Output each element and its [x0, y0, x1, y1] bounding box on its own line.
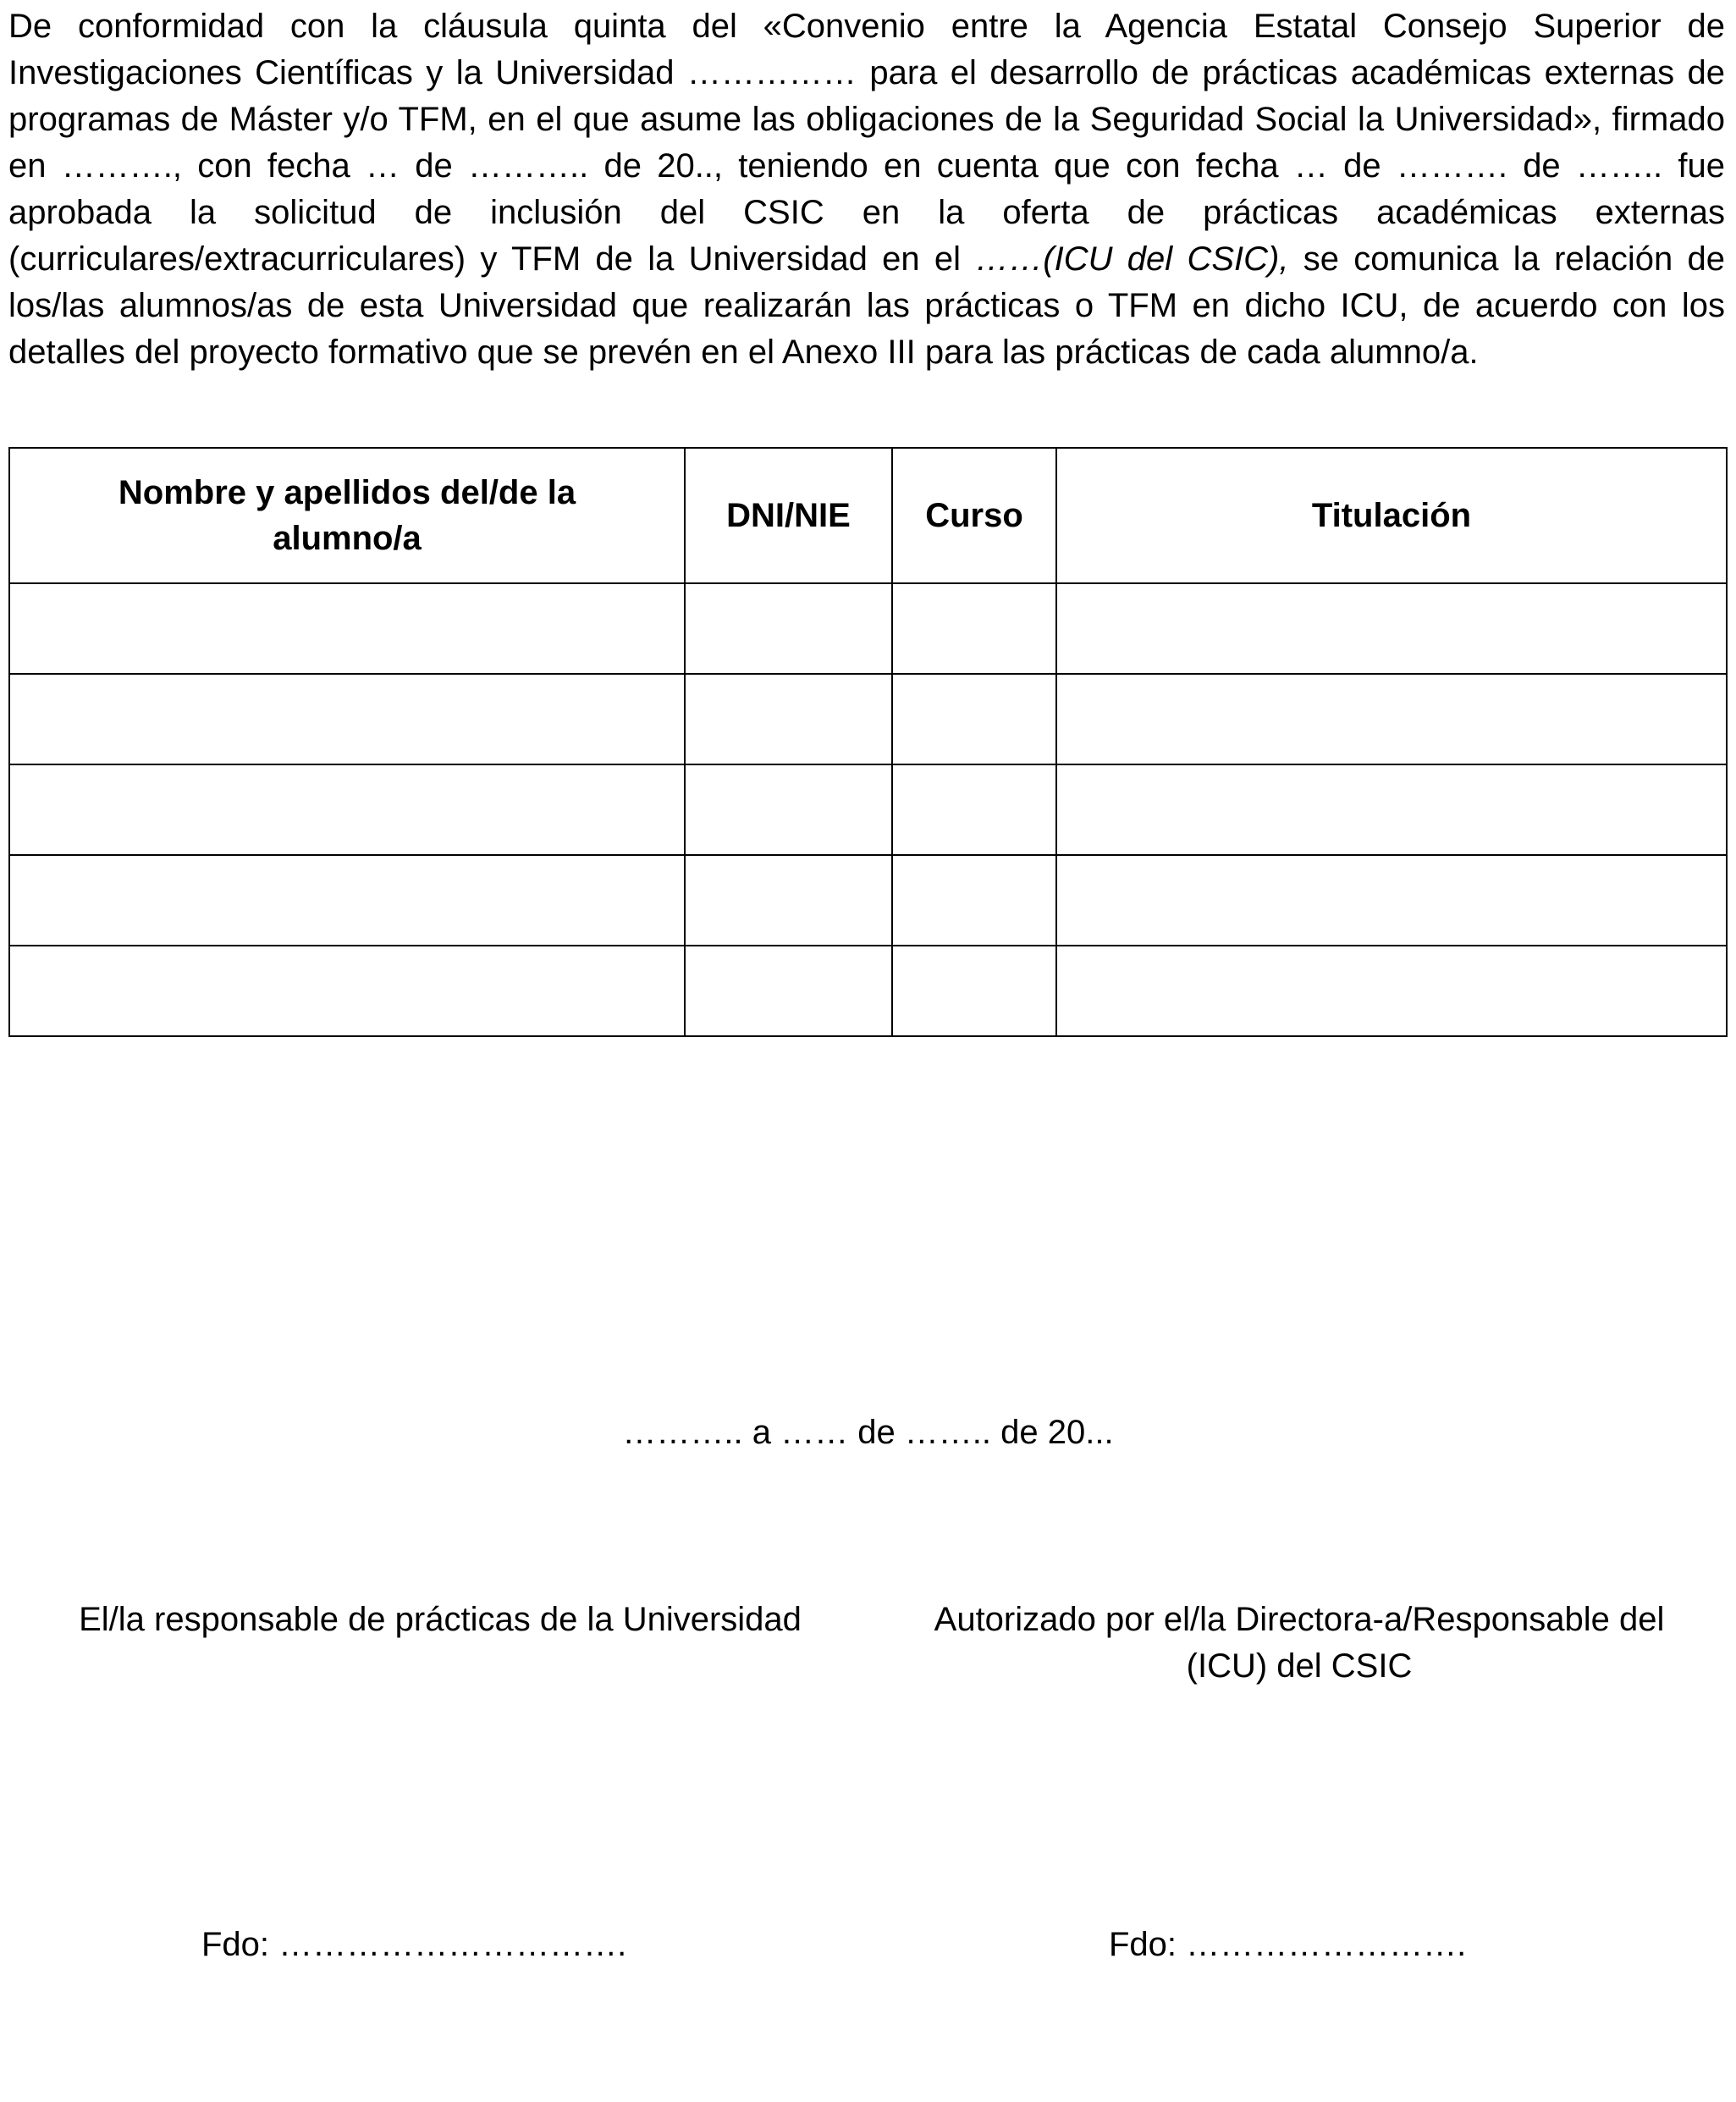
signature-line-csic: Fdo: …………………….	[1109, 1926, 1467, 1963]
cell-dni[interactable]	[685, 946, 892, 1036]
header-curso: Curso	[892, 448, 1056, 583]
cell-titulacion[interactable]	[1056, 583, 1727, 674]
cell-curso[interactable]	[892, 674, 1056, 764]
cell-titulacion[interactable]	[1056, 674, 1727, 764]
cell-curso[interactable]	[892, 855, 1056, 946]
cell-name[interactable]	[9, 855, 685, 946]
cell-curso[interactable]	[892, 583, 1056, 674]
cell-titulacion[interactable]	[1056, 764, 1727, 855]
cell-name[interactable]	[9, 674, 685, 764]
header-titulacion: Titulación	[1056, 448, 1727, 583]
cell-name[interactable]	[9, 583, 685, 674]
table-row	[9, 674, 1727, 764]
cell-curso[interactable]	[892, 946, 1056, 1036]
header-name: Nombre y apellidos del/de la alumno/a	[9, 448, 685, 583]
cell-name[interactable]	[9, 946, 685, 1036]
students-table	[8, 447, 1728, 1037]
signature-label-university: El/la responsable de prácticas de la Universidad	[79, 1601, 802, 1638]
table-row	[9, 855, 1727, 946]
signature-line-university: Fdo: ………………………….	[201, 1926, 627, 1963]
cell-dni[interactable]	[685, 855, 892, 946]
cell-name[interactable]	[9, 764, 685, 855]
table-header-row	[9, 448, 1727, 583]
cell-dni[interactable]	[685, 674, 892, 764]
date-line: ……….. a …… de …….. de 20...	[622, 1414, 1114, 1451]
cell-titulacion[interactable]	[1056, 855, 1727, 946]
intro-text-part2: se comunica la relación de los/las alumnos/as de esta Universidad que realizarán las prácticas o TFM en dicho ICU, de acuerdo con los detalles del proyecto formativo que se prevén en el Anexo III para las prácticas de cada alumno/a.	[8, 240, 1725, 371]
cell-curso[interactable]	[892, 764, 1056, 855]
header-dni: DNI/NIE	[685, 448, 892, 583]
table-row	[9, 946, 1727, 1036]
table-row	[9, 583, 1727, 674]
table-row	[9, 764, 1727, 855]
intro-text-part1: De conformidad con la cláusula quinta del «Convenio entre la Agencia Estatal Consejo Superior de Investigaciones Científicas y la Universidad …………… para el desarrollo de prácticas académicas externas de programas de Máster y/o TFM, en el que asume las obligaciones de la Seguridad Social la Universidad», firmado en ………., con fecha … de ……….. de 20.., teniendo en cuenta que con fecha … de ………. de …….. fue aprobada la solicitud de inclusión del CSIC en la oferta de prácticas académicas externas (curriculares/extracurriculares) y TFM de la Universidad en el	[8, 8, 1725, 278]
cell-dni[interactable]	[685, 764, 892, 855]
cell-dni[interactable]	[685, 583, 892, 674]
signature-label-csic: Autorizado por el/la Directora-a/Responsable del (ICU) del CSIC	[934, 1601, 1665, 1685]
intro-text-icu: ……(ICU del CSIC),	[975, 240, 1289, 278]
cell-titulacion[interactable]	[1056, 946, 1727, 1036]
intro-paragraph	[8, 3, 1725, 376]
